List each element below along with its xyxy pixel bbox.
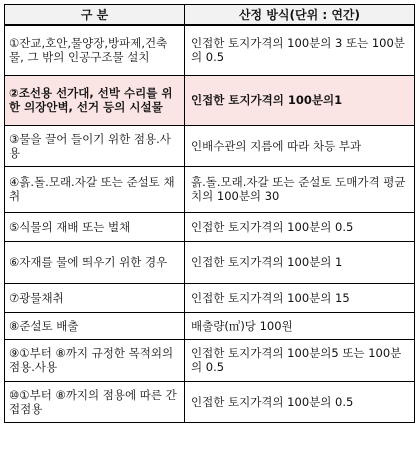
row-category: ①잔교,호안,물양장,방파제,건축물, 그 밖의 인공구조물 설치 <box>5 25 185 75</box>
row-method: 흙.돌.모래.자갈 또는 준설토 도매가격 평균치의 100분의 30 <box>185 166 415 212</box>
row-method: 인접한 토지가격의 100분의 1 <box>185 241 415 283</box>
row-method: 인접한 토지가격의 100분의5 또는 100분의 0.5 <box>185 339 415 381</box>
row-category: ②조선용 선가대, 선박 수리를 위한 의장안벽, 선거 등의 시설물 <box>5 75 185 125</box>
row-category: ⑩①부터 ⑧까지의 점용에 따른 간접점용 <box>5 381 185 422</box>
row-category: ⑦광물채취 <box>5 283 185 312</box>
header-category: 구 분 <box>5 5 185 26</box>
table-row <box>5 212 415 241</box>
table-row <box>5 241 415 283</box>
row-method: 인접한 토지가격의 100분의 3 또는 100분의 0.5 <box>185 25 415 75</box>
table-row <box>5 381 415 422</box>
table-row <box>5 283 415 312</box>
table-row <box>5 125 415 166</box>
table-row <box>5 25 415 75</box>
row-method: 인배수관의 지름에 따라 차등 부과 <box>185 125 415 166</box>
row-category: ④흙.돌.모래.자갈 또는 준설토 채취 <box>5 166 185 212</box>
row-category: ⑤식물의 재배 또는 벌채 <box>5 212 185 241</box>
table-row <box>5 312 415 339</box>
table-row-highlighted <box>5 75 415 125</box>
table-row <box>5 166 415 212</box>
table-header-row <box>5 5 415 26</box>
row-category: ⑧준설토 배출 <box>5 312 185 339</box>
table-row <box>5 339 415 381</box>
fee-table-container <box>4 4 414 423</box>
row-category: ⑥자재를 물에 띄우기 위한 경우 <box>5 241 185 283</box>
row-method: 인접한 토지가격의 100분의 0.5 <box>185 212 415 241</box>
row-category: ⑨①부터 ⑧까지 규정한 목적외의 점용.사용 <box>5 339 185 381</box>
row-method: 배출량(㎥)당 100원 <box>185 312 415 339</box>
row-method: 인접한 토지가격의 100분의1 <box>185 75 415 125</box>
row-method: 인접한 토지가격의 100분의 0.5 <box>185 381 415 422</box>
row-method: 인접한 토지가격의 100분의 15 <box>185 283 415 312</box>
header-calculation-method: 산정 방식(단위 : 연간) <box>185 5 415 26</box>
occupancy-fee-table <box>4 4 415 423</box>
row-category: ③물을 끌어 들이기 위한 점용.사용 <box>5 125 185 166</box>
